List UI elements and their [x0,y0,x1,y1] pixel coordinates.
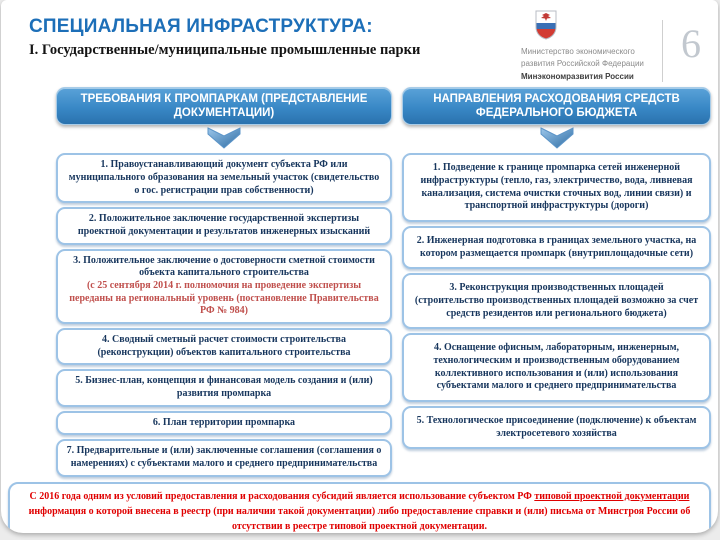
requirements-column [56,87,392,477]
requirement-box-text: 6. План территории промпарка [152,416,296,428]
direction-box-text: 5. Технологическое присоединение (подключение) к объектам электросетевого хозяйства [416,415,697,439]
direction-box-5 [402,406,711,449]
requirement-box-text: 4. Сводный сметный расчет стоимости строительства (реконструкции) объектов капитального строительства [97,334,351,358]
requirement-box-text: 1. Правоустанавливающий документ субъекта РФ или муниципального образования на земельный участок (свидетельство о гос. регистрации прав собственности) [68,159,380,196]
footer-note [8,482,711,533]
header-divider [662,20,663,82]
page-number: 6 [681,21,701,66]
requirement-box-7 [56,439,392,476]
direction-box-text: 3. Реконструкция производственных площадей (строительство производственных площадей возможно за счет средств резидентов или регионального бюджета) [414,282,699,319]
direction-box-text: 1. Подведение к границе промпарка сетей инженерной инфраструктуры (тепло, газ, электричество, вода, ливневая канализация, система очистки сточных вод, линии связи) и транспортной инфраструктуры (дороги) [420,162,693,212]
direction-box-2 [402,226,711,269]
down-arrow-icon [56,126,392,152]
footer-note-text-2: информация о которой внесена в реестр (при наличии такой документации) либо предоставление справки и (или) письма от Минстроя России об отсутствии в реестре типовой проектной документации. [28,505,691,532]
requirements-list [56,153,392,477]
requirement-box-4 [56,328,392,365]
direction-box-text: 2. Инженерная подготовка в границах земельного участка, на котором размещается промпарк (внутриплощадочные сети) [416,234,697,259]
ministry-brand-block [521,16,704,83]
requirement-box-2 [56,207,392,244]
requirement-box-text: 2. Положительное заключение государственной экспертизы проектной документации и результатов инженерных изысканий [77,213,371,237]
direction-box-3 [402,273,711,329]
direction-box-1 [402,153,711,222]
ministry-name [521,46,649,83]
page-subtitle: I. Государственные/муниципальные промышленные парки [29,42,421,58]
requirement-box-text: 7. Предварительные и (или) заключенные соглашения (соглашения о намерениях) с субъектами малого и среднего предпринимательства [66,445,382,470]
direction-box-text: 4. Оснащение офисным, лабораторным, инженерным, технологическим и производственным оборудованием коллективного использования и (или) использования субъектами малого и среднего предпринимательства [433,342,680,392]
requirement-box-text: 5. Бизнес-план, концепция и финансовая модель создания и (или) развития промпарка [75,375,373,400]
requirement-box-note: (с 25 сентября 2014 г. полномочия на проведение экспертизы переданы на региональный уровень (постановление Правительства РФ № 984) [69,279,379,317]
ministry-emblem-icon [534,10,558,45]
page-title: СПЕЦИАЛЬНАЯ ИНФРАСТРУКТУРА: [29,16,373,37]
requirement-box-3 [56,249,392,324]
requirements-column-header: ТРЕБОВАНИЯ К ПРОМПАРКАМ (ПРЕДСТАВЛЕНИЕ ДОКУМЕНТАЦИИ) [56,87,392,125]
directions-column [402,87,711,477]
ministry-line-2: развития Российской Федерации [521,59,644,69]
footer-note-text-1: С 2016 года одним из условий предоставления и расходования субсидий является использование субъектом РФ [29,490,535,502]
directions-column-header: НАПРАВЛЕНИЯ РАСХОДОВАНИЯ СРЕДСТВ ФЕДЕРАЛЬНОГО БЮДЖЕТА [402,87,711,125]
down-arrow-icon [402,126,711,152]
footer-note-underlined-text: типовой проектной документации [534,490,690,502]
requirement-box-text: 3. Положительное заключение о достоверности сметной стоимости объекта капитального строительства [73,254,375,279]
requirement-box-1 [56,153,392,203]
requirement-box-6 [56,411,392,436]
slide-header [1,0,718,85]
direction-box-4 [402,333,711,402]
requirement-box-5 [56,369,392,406]
ministry-line-3: Минэкономразвития России [521,71,634,81]
slide [1,0,718,533]
columns [56,87,711,477]
ministry-line-1: Министерство экономического [521,47,635,56]
directions-list [402,153,711,449]
title-block [29,14,420,59]
